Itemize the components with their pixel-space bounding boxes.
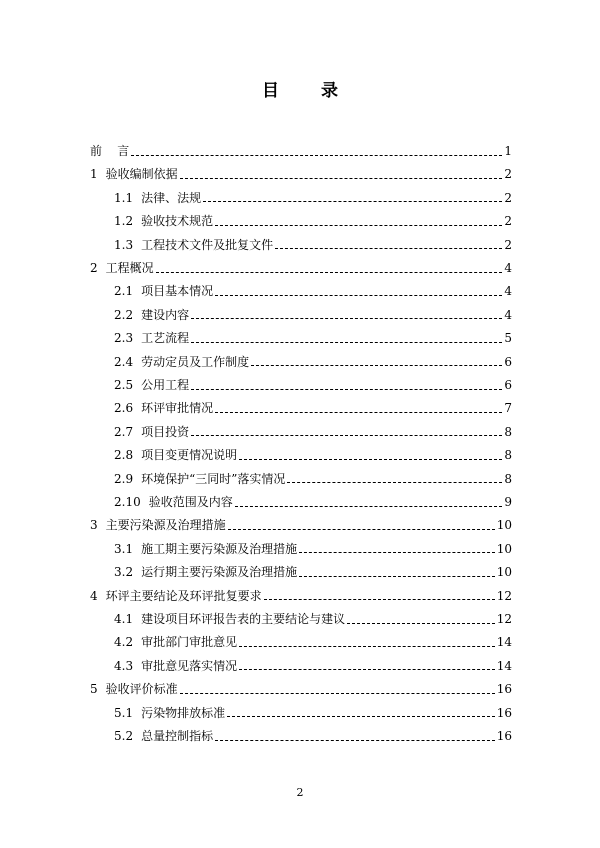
toc-entry-number: 2.6 [114,401,134,416]
toc-entry-page: 12 [496,588,512,603]
toc-entry-number: 2.1 [114,284,134,299]
toc-leader-dots [251,357,502,366]
toc-entry-label: 主要污染源及治理措施 [105,518,226,533]
toc-entry-number: 2.8 [114,448,134,463]
toc-entry-number: 2.10 [114,495,141,509]
toc-leader-dots [347,615,495,624]
toc-entry-number: 2 [90,261,98,275]
toc-entry[interactable] [114,634,512,650]
toc-entry-label: 环境保护“三同时”落实情况 [141,471,286,486]
toc-entry-number: 1.1 [114,190,134,205]
toc-entry-number: 2.5 [114,378,134,392]
toc-entry-page: 2 [504,190,512,205]
toc-entry-page: 10 [496,541,512,556]
toc-entry[interactable] [114,564,512,580]
toc-entry-number: 4.2 [114,635,134,650]
toc-entry[interactable] [114,330,512,346]
toc-leader-dots [299,568,495,577]
toc-entry-label: 环评主要结论及环评批复要求 [105,588,262,603]
toc-entry-page: 9 [504,495,512,509]
toc-entry-label: 项目变更情况说明 [141,448,238,463]
toc-entry-label: 污染物排放标准 [141,705,226,720]
toc-entry-label: 劳动定员及工作制度 [141,354,250,369]
toc-entry-number: 5 [90,682,98,697]
toc-entry-page: 14 [496,658,512,673]
toc-entry-page: 16 [496,729,512,743]
toc-entry-label: 审批部门审批意见 [141,635,238,650]
toc-entry-label: 法律、法规 [141,190,202,205]
toc-leader-dots [228,521,495,530]
toc-entry[interactable] [90,143,512,159]
toc-entry-number: 4 [90,588,98,603]
toc-entry-page: 6 [504,378,512,392]
toc-entry-label: 施工期主要污染源及治理措施 [141,541,298,556]
toc-entry-number: 3.1 [114,541,134,556]
toc-entry-label: 工程技术文件及批复文件 [141,237,274,252]
toc-entry-page: 7 [504,401,512,416]
toc-entry-label: 建设项目环评报告表的主要结论与建议 [141,612,346,626]
toc-leader-dots [215,217,502,226]
toc-entry-label: 公用工程 [141,378,190,392]
toc-entry-page: 16 [496,705,512,720]
toc-entry-label: 总量控制指标 [141,729,214,743]
toc-entry-number: 3.2 [114,565,134,580]
toc-entry-label: 工艺流程 [141,331,190,346]
toc-entry-label: 环评审批情况 [141,401,214,416]
toc-entry[interactable] [90,166,512,182]
toc-entry-number: 2.4 [114,354,134,369]
toc-entry-number: 1 [90,167,98,182]
toc-entry-page: 2 [504,237,512,252]
toc-entry-page: 2 [504,214,512,229]
toc-leader-dots [215,287,502,296]
toc-entry[interactable] [90,588,512,604]
toc-leader-dots [287,474,502,483]
toc-leader-dots [299,544,495,553]
toc-leader-dots [235,498,502,507]
toc-leader-dots [180,685,495,694]
toc-entry[interactable] [90,260,512,276]
toc-entry-number: 4.3 [114,658,134,673]
toc-entry[interactable] [114,611,512,627]
toc-entry-page: 12 [496,612,512,626]
toc-leader-dots [239,451,502,460]
toc-entry[interactable] [90,517,512,533]
toc-entry-page: 8 [504,448,512,463]
toc-entry-page: 4 [504,307,512,322]
toc-leader-dots [180,170,502,179]
toc-entry-label: 验收技术规范 [141,214,214,229]
toc-entry-label: 建设内容 [141,307,190,322]
toc-entry-label: 项目投资 [141,424,190,439]
toc-leader-dots [156,264,502,273]
toc-entry-label: 验收评价标准 [105,682,178,697]
toc-leader-dots [203,193,502,202]
toc-entry-number: 1.2 [114,214,134,229]
toc-entry[interactable] [114,705,512,721]
toc-entry[interactable] [114,494,512,510]
toc-entry-number: 3 [90,518,98,533]
toc-entry-page: 16 [496,682,512,697]
toc-entry[interactable] [114,471,512,487]
toc-entry-page: 2 [504,167,512,182]
toc-entry-page: 8 [504,424,512,439]
toc-entry-number: 1.3 [114,237,134,252]
toc-leader-dots [215,404,502,413]
toc-entry-page: 10 [496,565,512,580]
toc-entry-label: 审批意见落实情况 [141,658,238,673]
toc-entry[interactable] [114,213,512,229]
toc-entry-page: 10 [496,518,512,533]
toc-leader-dots [239,638,495,647]
toc-entry[interactable] [114,354,512,370]
toc-entry[interactable] [114,658,512,674]
toc-entry-number: 4.1 [114,612,134,626]
toc-entry-page: 5 [504,331,512,346]
page-title: 目 录 [262,81,356,101]
toc-entry-number: 5.2 [114,729,134,743]
toc-entry[interactable] [114,728,512,744]
toc-leader-dots [227,708,495,717]
toc-entry-page: 8 [504,471,512,486]
toc-entry[interactable] [114,541,512,557]
toc-entry-number: 5.1 [114,705,134,720]
toc-leader-dots [131,147,502,156]
toc-entry-page: 4 [504,284,512,299]
toc-entry-number: 2.3 [114,331,134,346]
toc-entry[interactable] [114,283,512,299]
toc-entry-page: 14 [496,635,512,650]
toc-entry-label: 验收范围及内容 [148,495,233,509]
toc-entry-number: 2.9 [114,471,134,486]
toc-entry-label: 运行期主要污染源及治理措施 [141,565,298,580]
toc-entry-label: 验收编制依据 [105,167,178,182]
toc-entry-label: 前 言 [90,144,130,158]
toc-entry[interactable] [114,190,512,206]
toc-entry-page: 4 [504,261,512,275]
toc-entry-number: 2.2 [114,307,134,322]
toc-leader-dots [264,591,495,600]
toc-entry-page: 1 [504,144,512,158]
toc-entry-label: 项目基本情况 [141,284,214,299]
toc-entry[interactable] [114,400,512,416]
toc-entry[interactable] [114,307,512,323]
toc-leader-dots [191,381,502,390]
toc-entry[interactable] [114,447,512,463]
toc-leader-dots [215,732,495,741]
toc-leader-dots [191,310,502,319]
toc-entry[interactable] [90,681,512,697]
toc-entry-page: 6 [504,354,512,369]
toc-entry[interactable] [114,424,512,440]
toc-leader-dots [239,661,495,670]
toc-leader-dots [275,240,502,249]
toc-entry-label: 工程概况 [105,261,154,275]
toc-entry[interactable] [114,237,512,253]
toc-leader-dots [191,334,502,343]
toc-entry-number: 2.7 [114,424,134,439]
toc-entry[interactable] [114,377,512,393]
toc-leader-dots [191,427,502,436]
page-number: 2 [296,786,304,799]
